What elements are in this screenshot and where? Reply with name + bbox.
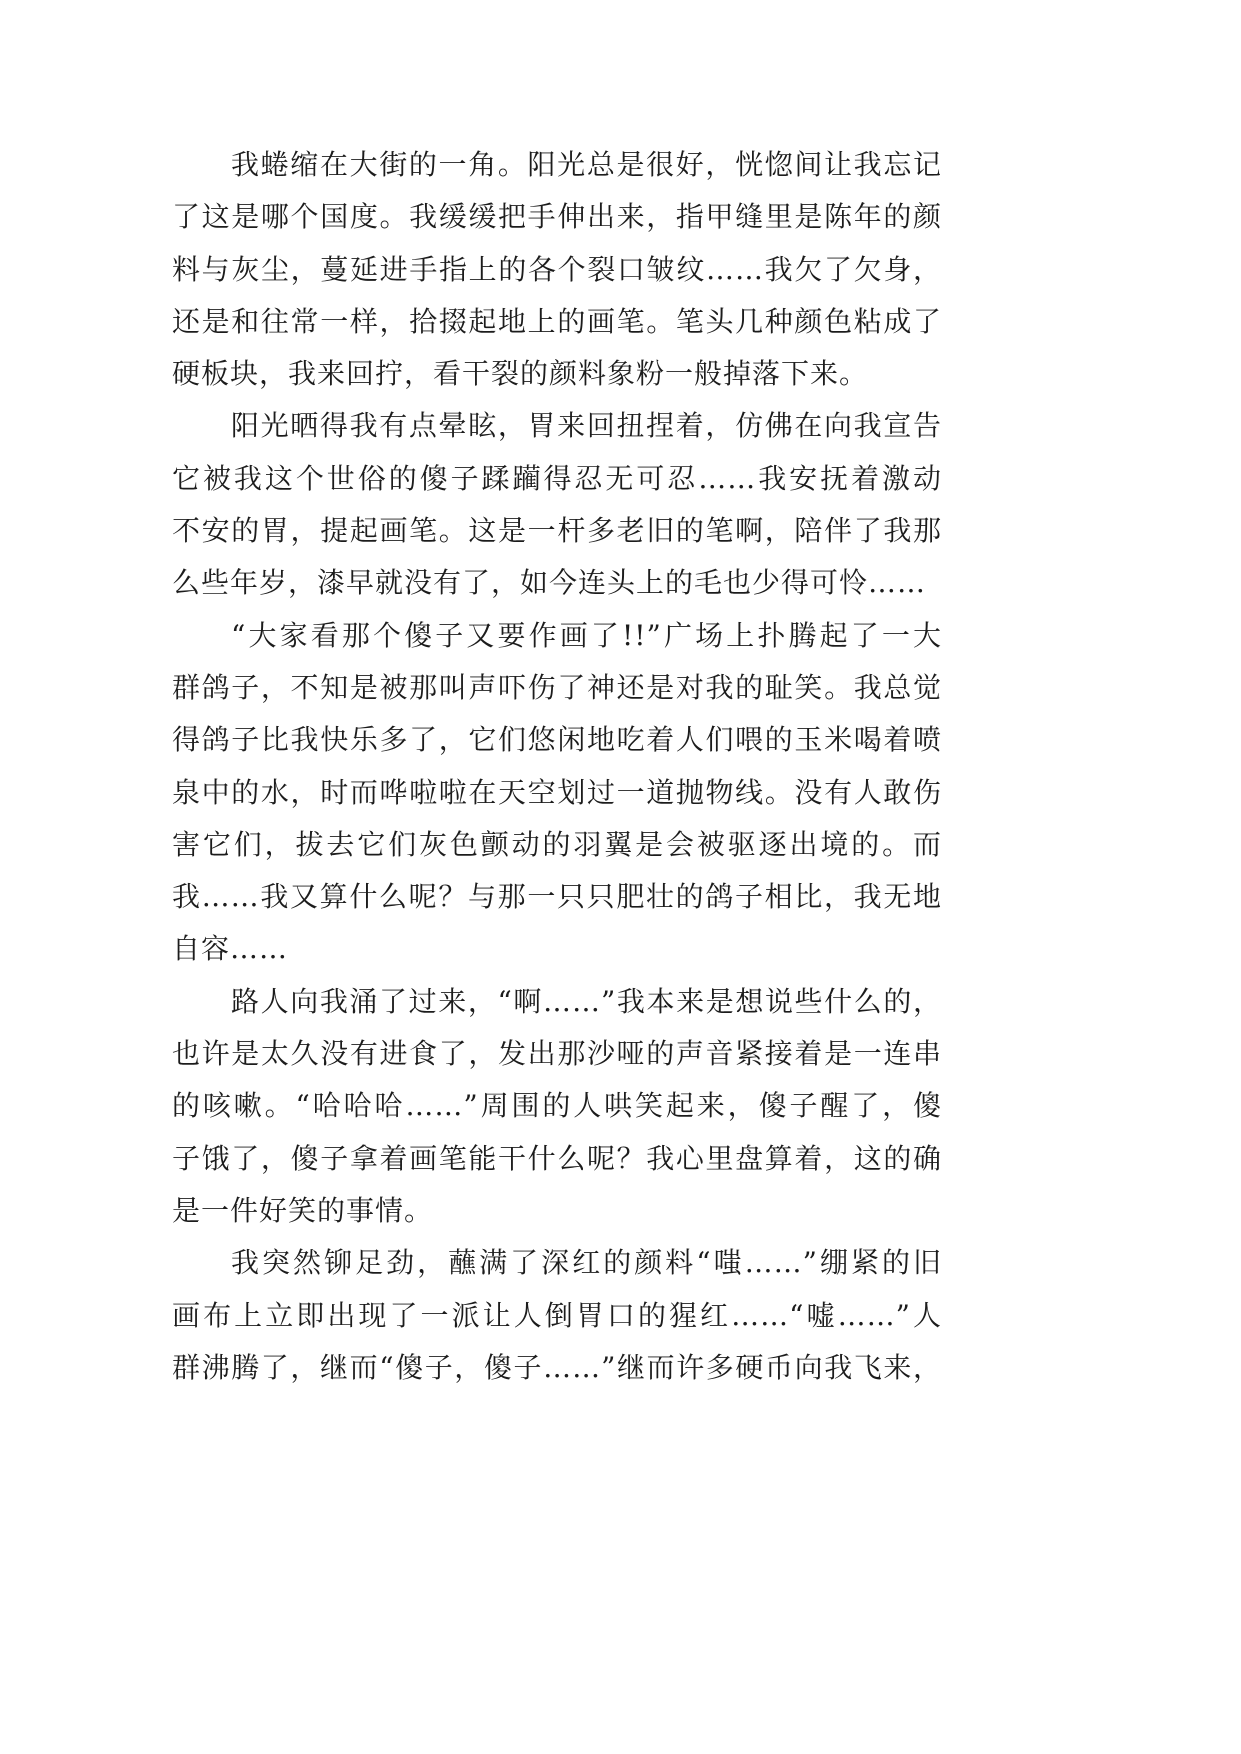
- paragraph: [172, 139, 942, 400]
- text-line: 泉中的水，时而哗啦啦在天空划过一道抛物线。没有人敢伤: [172, 775, 942, 809]
- paragraph: [172, 400, 942, 609]
- text-line: 不安的胃，提起画笔。这是一杆多老旧的笔啊，陪伴了我那: [172, 514, 942, 548]
- text-line: 路人向我涌了过来，“啊……”我本来是想说些什么的，: [231, 984, 942, 1018]
- paragraph: [172, 1237, 942, 1394]
- text-line: 画布上立即出现了一派让人倒胃口的猩红……“嘘……”人: [172, 1298, 942, 1332]
- text-line: 的咳嗽。“哈哈哈……”周围的人哄笑起来，傻子醒了，傻: [172, 1089, 942, 1123]
- text-line: 得鸽子比我快乐多了，它们悠闲地吃着人们喂的玉米喝着喷: [172, 723, 942, 757]
- text-line: 我蜷缩在大街的一角。阳光总是很好，恍惚间让我忘记: [231, 148, 942, 181]
- text-line: “大家看那个傻子又要作画了!!”广场上扑腾起了一大: [231, 618, 942, 652]
- text-line: 群沸腾了，继而“傻子，傻子……”继而许多硬币向我飞来，: [172, 1350, 942, 1384]
- paragraph: [172, 610, 942, 976]
- text-line: 子饿了，傻子拿着画笔能干什么呢？我心里盘算着，这的确: [172, 1141, 942, 1175]
- text-line: 是一件好笑的事情。: [172, 1193, 434, 1227]
- text-line: 阳光晒得我有点晕眩，胃来回扭捏着，仿佛在向我宣告: [231, 409, 942, 443]
- paragraph: [172, 976, 942, 1237]
- text-line: 它被我这个世俗的傻子蹂躏得忍无可忍……我安抚着激动: [172, 461, 942, 495]
- text-line: 害它们，拔去它们灰色颤动的羽翼是会被驱逐出境的。而: [172, 827, 942, 861]
- text-line: 自容……: [172, 932, 289, 966]
- text-line: 也许是太久没有进食了，发出那沙哑的声音紧接着是一连串: [172, 1037, 942, 1071]
- body-text: [172, 139, 942, 1394]
- text-line: 群鸽子，不知是被那叫声吓伤了神还是对我的耻笑。我总觉: [172, 670, 942, 704]
- text-line: 料与灰尘，蔓延进手指上的各个裂口皱纹……我欠了欠身，: [172, 252, 942, 286]
- text-line: 硬板块，我来回拧，看干裂的颜料象粉一般掉落下来。: [172, 357, 869, 391]
- text-line: 我突然铆足劲，蘸满了深红的颜料“嗤……”绷紧的旧: [231, 1246, 942, 1280]
- text-line: 还是和往常一样，拾掇起地上的画笔。笔头几种颜色粘成了: [172, 304, 942, 338]
- text-line: 了这是哪个国度。我缓缓把手伸出来，指甲缝里是陈年的颜: [172, 200, 942, 234]
- text-line: 么些年岁，漆早就没有了，如今连头上的毛也少得可怜……: [172, 566, 927, 600]
- text-line: 我……我又算什么呢？与那一只只肥壮的鸽子相比，我无地: [172, 880, 942, 914]
